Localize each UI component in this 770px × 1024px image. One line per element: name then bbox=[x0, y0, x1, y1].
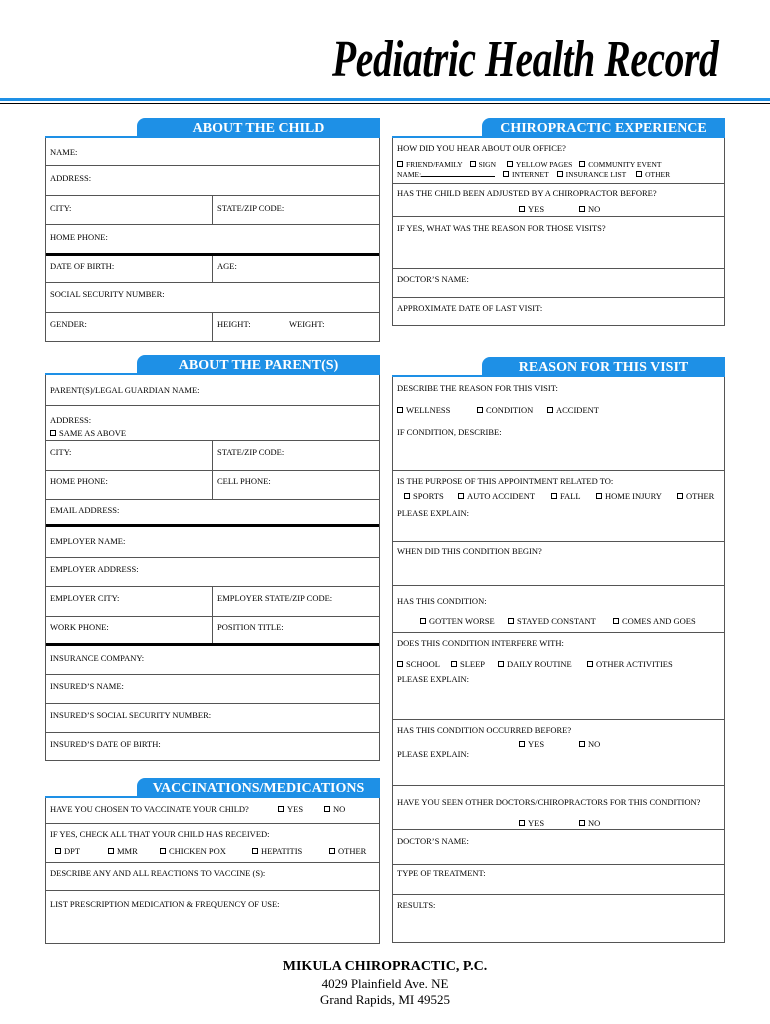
checkbox-icon bbox=[329, 848, 335, 854]
child-weight-label: WEIGHT: bbox=[289, 319, 325, 329]
opt-label: AUTO ACCIDENT bbox=[467, 491, 536, 501]
parent-email-label: EMAIL ADDRESS: bbox=[50, 505, 120, 515]
child-ssn-field[interactable] bbox=[46, 282, 379, 312]
parent-city-field[interactable] bbox=[46, 441, 212, 470]
opt-label: SCHOOL bbox=[406, 659, 441, 669]
parent-state-zip-label: STATE/ZIP CODE: bbox=[217, 447, 285, 457]
hear-opt-other[interactable] bbox=[636, 170, 670, 179]
child-city-row bbox=[46, 195, 379, 224]
opt-label: SIGN bbox=[478, 160, 497, 169]
parent-city-label: CITY: bbox=[50, 447, 72, 457]
occurred-yes[interactable] bbox=[519, 739, 544, 749]
interfere-opt-school[interactable] bbox=[397, 659, 440, 669]
hear-opt-friend[interactable] bbox=[397, 160, 463, 169]
opt-label: NO bbox=[588, 818, 601, 828]
checkbox-icon bbox=[50, 430, 56, 436]
child-home-phone-label: HOME PHONE: bbox=[50, 232, 108, 242]
opt-label: NO bbox=[333, 804, 346, 814]
results-label: RESULTS: bbox=[397, 900, 436, 910]
employer-state-label: EMPLOYER STATE/ZIP CODE: bbox=[217, 593, 333, 603]
parent-email-field[interactable] bbox=[46, 499, 379, 524]
child-gender-field[interactable] bbox=[46, 313, 212, 342]
hear-name-label: NAME: bbox=[397, 170, 422, 179]
parent-cell-phone-field[interactable] bbox=[212, 471, 379, 499]
parent-home-phone-label: HOME PHONE: bbox=[50, 476, 108, 486]
opt-label: YES bbox=[528, 739, 545, 749]
title-rule-blue bbox=[0, 98, 770, 101]
title-rule-black bbox=[0, 103, 770, 104]
opt-label: OTHER bbox=[338, 846, 367, 856]
hear-opts-row2 bbox=[397, 170, 670, 179]
about-child-header: ABOUT THE CHILD bbox=[137, 118, 380, 138]
checkbox-icon bbox=[55, 848, 61, 854]
checkbox-icon bbox=[579, 206, 585, 212]
vaccinate-field bbox=[46, 798, 379, 823]
opt-label: OTHER bbox=[645, 170, 671, 179]
insured-dob-label: INSURED’S DATE OF BIRTH: bbox=[50, 739, 161, 749]
adjusted-before-label: HAS THE CHILD BEEN ADJUSTED BY A CHIROPRACTOR BEFORE? bbox=[397, 188, 657, 198]
insured-ssn-label: INSURED’S SOCIAL SECURITY NUMBER: bbox=[50, 710, 212, 720]
vaccine-reactions-label: DESCRIBE ANY AND ALL REACTIONS TO VACCINE (S): bbox=[50, 868, 266, 878]
child-dob-field[interactable] bbox=[46, 256, 212, 282]
opt-label: INTERNET bbox=[512, 170, 549, 179]
employer-state-field[interactable] bbox=[212, 587, 379, 616]
checkbox-icon bbox=[519, 820, 525, 826]
checkbox-icon bbox=[677, 493, 683, 499]
condition-status-label: HAS THIS CONDITION: bbox=[397, 596, 487, 606]
treatment-type-label: TYPE OF TREATMENT: bbox=[397, 868, 486, 878]
checkbox-icon bbox=[397, 407, 403, 413]
employer-city-field[interactable] bbox=[46, 587, 212, 616]
other-doctors-field bbox=[393, 785, 724, 829]
occurred-explain-label: PLEASE EXPLAIN: bbox=[397, 749, 470, 759]
work-row bbox=[46, 616, 379, 643]
opt-label: SLEEP bbox=[460, 659, 486, 669]
checkbox-icon bbox=[324, 806, 330, 812]
vaccine-reactions-field[interactable] bbox=[46, 862, 379, 890]
clinic-street: 4029 Plainfield Ave. NE bbox=[321, 976, 449, 991]
status-opt-constant[interactable] bbox=[508, 616, 596, 626]
child-home-phone-field[interactable] bbox=[46, 224, 379, 253]
child-address-field[interactable] bbox=[46, 165, 379, 195]
vacc-header: VACCINATIONS/MEDICATIONS bbox=[137, 778, 380, 798]
hear-opt-yellow-pages[interactable] bbox=[507, 160, 572, 169]
purpose-opt-home[interactable] bbox=[596, 491, 662, 501]
checkbox-icon bbox=[587, 661, 593, 667]
insured-dob-field[interactable] bbox=[46, 732, 379, 761]
child-height-field[interactable] bbox=[212, 313, 285, 342]
child-age-label: AGE: bbox=[217, 261, 237, 271]
checkbox-icon bbox=[613, 618, 619, 624]
opt-label: OTHER ACTIVITIES bbox=[596, 659, 673, 669]
adjusted-before-field bbox=[393, 183, 724, 216]
checkbox-icon bbox=[498, 661, 504, 667]
work-phone-field[interactable] bbox=[46, 617, 212, 643]
opt-label: YELLOW PAGES bbox=[515, 160, 573, 169]
insured-name-field[interactable] bbox=[46, 674, 379, 703]
purpose-label: IS THE PURPOSE OF THIS APPOINTMENT RELATED TO: bbox=[397, 476, 614, 486]
page-title: Pediatric Health Record bbox=[331, 31, 718, 88]
child-height-label: HEIGHT: bbox=[217, 319, 251, 329]
checkbox-icon bbox=[108, 848, 114, 854]
checkbox-icon bbox=[547, 407, 553, 413]
prior-doctor-field[interactable] bbox=[393, 268, 724, 297]
other-doctor-name-label: DOCTOR’S NAME: bbox=[397, 836, 469, 846]
child-gender-row bbox=[46, 312, 379, 342]
vaccinate-label: HAVE YOU CHOSEN TO VACCINATE YOUR CHILD? bbox=[50, 804, 249, 814]
condition-began-field[interactable] bbox=[393, 541, 724, 585]
insurance-company-field[interactable] bbox=[46, 643, 379, 674]
vacc-opt-hepatitis[interactable] bbox=[252, 846, 302, 856]
hear-opt-sign[interactable] bbox=[470, 160, 497, 169]
opt-label: FRIEND/FAMILY bbox=[406, 160, 463, 169]
chiro-panel bbox=[392, 138, 725, 326]
opt-label: HOME INJURY bbox=[605, 491, 662, 501]
interfere-label: DOES THIS CONDITION INTERFERE WITH: bbox=[397, 638, 564, 648]
visit-header: REASON FOR THIS VISIT bbox=[482, 357, 725, 377]
visit-panel bbox=[392, 377, 725, 943]
condition-status-field bbox=[393, 585, 724, 632]
visit-reason-field[interactable] bbox=[393, 216, 724, 268]
opt-label: ACCIDENT bbox=[556, 405, 599, 415]
medications-field[interactable] bbox=[46, 890, 379, 944]
employer-name-label: EMPLOYER NAME: bbox=[50, 536, 126, 546]
insured-ssn-field[interactable] bbox=[46, 703, 379, 732]
occurred-before-field bbox=[393, 719, 724, 785]
checkbox-icon bbox=[508, 618, 514, 624]
hear-name-field[interactable] bbox=[397, 170, 495, 179]
other-doctors-label: HAVE YOU SEEN OTHER DOCTORS/CHIROPRACTORS FOR THIS CONDITION? bbox=[397, 797, 701, 807]
purpose-opt-other[interactable] bbox=[677, 491, 714, 501]
opt-label: STAYED CONSTANT bbox=[517, 616, 596, 626]
checkbox-icon bbox=[519, 206, 525, 212]
hear-name-underline bbox=[421, 176, 495, 177]
purpose-explain-label: PLEASE EXPLAIN: bbox=[397, 508, 470, 518]
insurance-company-label: INSURANCE COMPANY: bbox=[50, 653, 145, 663]
vaccines-received-label: IF YES, CHECK ALL THAT YOUR CHILD HAS RECEIVED: bbox=[50, 829, 270, 839]
child-dob-label: DATE OF BIRTH: bbox=[50, 261, 115, 271]
results-field[interactable] bbox=[393, 894, 724, 943]
visit-describe-label: DESCRIBE THE REASON FOR THIS VISIT: bbox=[397, 383, 558, 393]
medications-label: LIST PRESCRIPTION MEDICATION & FREQUENCY OF USE: bbox=[50, 899, 280, 909]
parent-home-phone-field[interactable] bbox=[46, 471, 212, 499]
clinic-name: MIKULA CHIROPRACTIC, P.C. bbox=[282, 959, 488, 974]
interfere-field bbox=[393, 632, 724, 719]
guardian-name-label: PARENT(S)/LEGAL GUARDIAN NAME: bbox=[50, 385, 200, 395]
vaccinate-no[interactable] bbox=[324, 804, 345, 814]
checkbox-icon bbox=[579, 741, 585, 747]
checkbox-icon bbox=[451, 661, 457, 667]
child-gender-label: GENDER: bbox=[50, 319, 87, 329]
adjusted-no[interactable] bbox=[579, 204, 600, 214]
checkbox-icon bbox=[160, 848, 166, 854]
checkbox-icon bbox=[470, 161, 476, 167]
vacc-opt-other[interactable] bbox=[329, 846, 366, 856]
work-phone-label: WORK PHONE: bbox=[50, 622, 109, 632]
employer-address-label: EMPLOYER ADDRESS: bbox=[50, 564, 139, 574]
opt-label: SPORTS bbox=[413, 491, 444, 501]
about-parent-header: ABOUT THE PARENT(S) bbox=[137, 355, 380, 375]
treatment-type-field[interactable] bbox=[393, 864, 724, 894]
checkbox-icon bbox=[551, 493, 557, 499]
parent-cell-phone-label: CELL PHONE: bbox=[217, 476, 271, 486]
child-dob-row bbox=[46, 253, 379, 282]
opt-label: COMMUNITY EVENT bbox=[588, 160, 662, 169]
interfere-opt-sleep[interactable] bbox=[451, 659, 485, 669]
checkbox-icon bbox=[252, 848, 258, 854]
adjusted-yes[interactable] bbox=[519, 204, 544, 214]
visit-reason-describe bbox=[393, 377, 724, 421]
interfere-opt-routine[interactable] bbox=[498, 659, 572, 669]
clinic-city: Grand Rapids, MI 49525 bbox=[320, 992, 450, 1007]
purpose-opt-auto[interactable] bbox=[458, 491, 535, 501]
chiro-header: CHIROPRACTIC EXPERIENCE bbox=[482, 118, 725, 138]
hear-opt-internet[interactable] bbox=[503, 170, 549, 179]
opt-label: YES bbox=[287, 804, 304, 814]
checkbox-icon bbox=[420, 618, 426, 624]
parent-phone-row bbox=[46, 470, 379, 499]
vacc-panel bbox=[45, 798, 380, 944]
employer-city-row bbox=[46, 586, 379, 616]
opt-label: FALL bbox=[560, 491, 581, 501]
position-title-label: POSITION TITLE: bbox=[217, 622, 284, 632]
child-age-field[interactable] bbox=[212, 256, 379, 282]
vacc-opt-mmr[interactable] bbox=[108, 846, 138, 856]
opt-label: YES bbox=[528, 204, 545, 214]
occurred-before-label: HAS THIS CONDITION OCCURRED BEFORE? bbox=[397, 725, 572, 735]
opt-label: MMR bbox=[117, 846, 138, 856]
parent-state-zip-field[interactable] bbox=[212, 441, 379, 470]
employer-address-field[interactable] bbox=[46, 557, 379, 586]
vacc-opt-dpt[interactable] bbox=[55, 846, 80, 856]
interfere-explain-label: PLEASE EXPLAIN: bbox=[397, 674, 470, 684]
reason-opt-wellness[interactable] bbox=[397, 405, 450, 415]
checkbox-icon bbox=[636, 171, 642, 177]
checkbox-icon bbox=[404, 493, 410, 499]
opt-label: NO bbox=[588, 204, 601, 214]
purpose-opt-sports[interactable] bbox=[404, 491, 444, 501]
checkbox-icon bbox=[596, 493, 602, 499]
opt-label: SAME AS ABOVE bbox=[59, 428, 127, 438]
visit-reason-label: IF YES, WHAT WAS THE REASON FOR THOSE VISITS? bbox=[397, 223, 606, 233]
child-city-field[interactable] bbox=[46, 196, 212, 224]
insured-name-label: INSURED’S NAME: bbox=[50, 681, 124, 691]
checkbox-icon bbox=[458, 493, 464, 499]
child-name-field[interactable] bbox=[46, 138, 379, 165]
employer-name-field[interactable] bbox=[46, 524, 379, 557]
hear-opts-row1 bbox=[397, 160, 662, 169]
opt-label: YES bbox=[528, 818, 545, 828]
last-visit-label: APPROXIMATE DATE OF LAST VISIT: bbox=[397, 303, 543, 313]
vacc-opt-chicken-pox[interactable] bbox=[160, 846, 226, 856]
purpose-field bbox=[393, 470, 724, 541]
checkbox-icon bbox=[507, 161, 513, 167]
interfere-opt-other[interactable] bbox=[587, 659, 673, 669]
opt-label: DPT bbox=[64, 846, 81, 856]
other-doctor-name-field[interactable] bbox=[393, 829, 724, 864]
checkbox-icon bbox=[278, 806, 284, 812]
same-as-above-checkbox[interactable] bbox=[50, 428, 126, 438]
parent-address-label: ADDRESS: bbox=[50, 415, 92, 425]
condition-describe-field[interactable] bbox=[393, 421, 724, 470]
hear-opt-community[interactable] bbox=[579, 160, 661, 169]
hear-about-label: HOW DID YOU HEAR ABOUT OUR OFFICE? bbox=[397, 143, 566, 153]
guardian-name-field[interactable] bbox=[46, 375, 379, 405]
about-parent-panel bbox=[45, 375, 380, 761]
child-city-label: CITY: bbox=[50, 203, 72, 213]
parent-address-field[interactable] bbox=[46, 405, 379, 440]
checkbox-icon bbox=[557, 171, 563, 177]
occurred-no[interactable] bbox=[579, 739, 600, 749]
status-opt-worse[interactable] bbox=[420, 616, 495, 626]
opt-label: GOTTEN WORSE bbox=[429, 616, 495, 626]
child-ssn-label: SOCIAL SECURITY NUMBER: bbox=[50, 289, 165, 299]
reason-opt-accident[interactable] bbox=[547, 405, 599, 415]
checkbox-icon bbox=[519, 741, 525, 747]
about-child-panel bbox=[45, 138, 380, 342]
opt-label: WELLNESS bbox=[406, 405, 451, 415]
child-name-label: NAME: bbox=[50, 147, 78, 157]
parent-city-row bbox=[46, 440, 379, 470]
other-doctors-yes[interactable] bbox=[519, 818, 544, 828]
checkbox-icon bbox=[397, 661, 403, 667]
child-address-label: ADDRESS: bbox=[50, 173, 92, 183]
opt-label: NO bbox=[588, 739, 601, 749]
other-doctors-no[interactable] bbox=[579, 818, 600, 828]
opt-label: OTHER bbox=[686, 491, 715, 501]
employer-city-label: EMPLOYER CITY: bbox=[50, 593, 120, 603]
opt-label: CHICKEN POX bbox=[169, 846, 226, 856]
checkbox-icon bbox=[397, 161, 403, 167]
condition-describe-label: IF CONDITION, DESCRIBE: bbox=[397, 427, 502, 437]
hear-about-field bbox=[393, 138, 724, 183]
status-opt-comes-goes[interactable] bbox=[613, 616, 696, 626]
child-state-zip-field[interactable] bbox=[212, 196, 379, 224]
checkbox-icon bbox=[579, 820, 585, 826]
purpose-opt-fall[interactable] bbox=[551, 491, 581, 501]
opt-label: COMES AND GOES bbox=[622, 616, 696, 626]
checkbox-icon bbox=[477, 407, 483, 413]
position-title-field[interactable] bbox=[212, 617, 379, 643]
opt-label: CONDITION bbox=[486, 405, 534, 415]
prior-doctor-label: DOCTOR’S NAME: bbox=[397, 274, 469, 284]
condition-began-label: WHEN DID THIS CONDITION BEGIN? bbox=[397, 546, 542, 556]
checkbox-icon bbox=[503, 171, 509, 177]
last-visit-field[interactable] bbox=[393, 297, 724, 326]
vaccinate-yes[interactable] bbox=[278, 804, 303, 814]
reason-opt-condition[interactable] bbox=[477, 405, 533, 415]
vaccines-received-field bbox=[46, 823, 379, 862]
opt-label: HEPATITIS bbox=[261, 846, 303, 856]
opt-label: INSURANCE LIST bbox=[565, 170, 627, 179]
child-weight-field[interactable] bbox=[285, 313, 379, 342]
checkbox-icon bbox=[579, 161, 585, 167]
opt-label: DAILY ROUTINE bbox=[507, 659, 572, 669]
hear-opt-insurance[interactable] bbox=[557, 170, 627, 179]
child-state-zip-label: STATE/ZIP CODE: bbox=[217, 203, 285, 213]
